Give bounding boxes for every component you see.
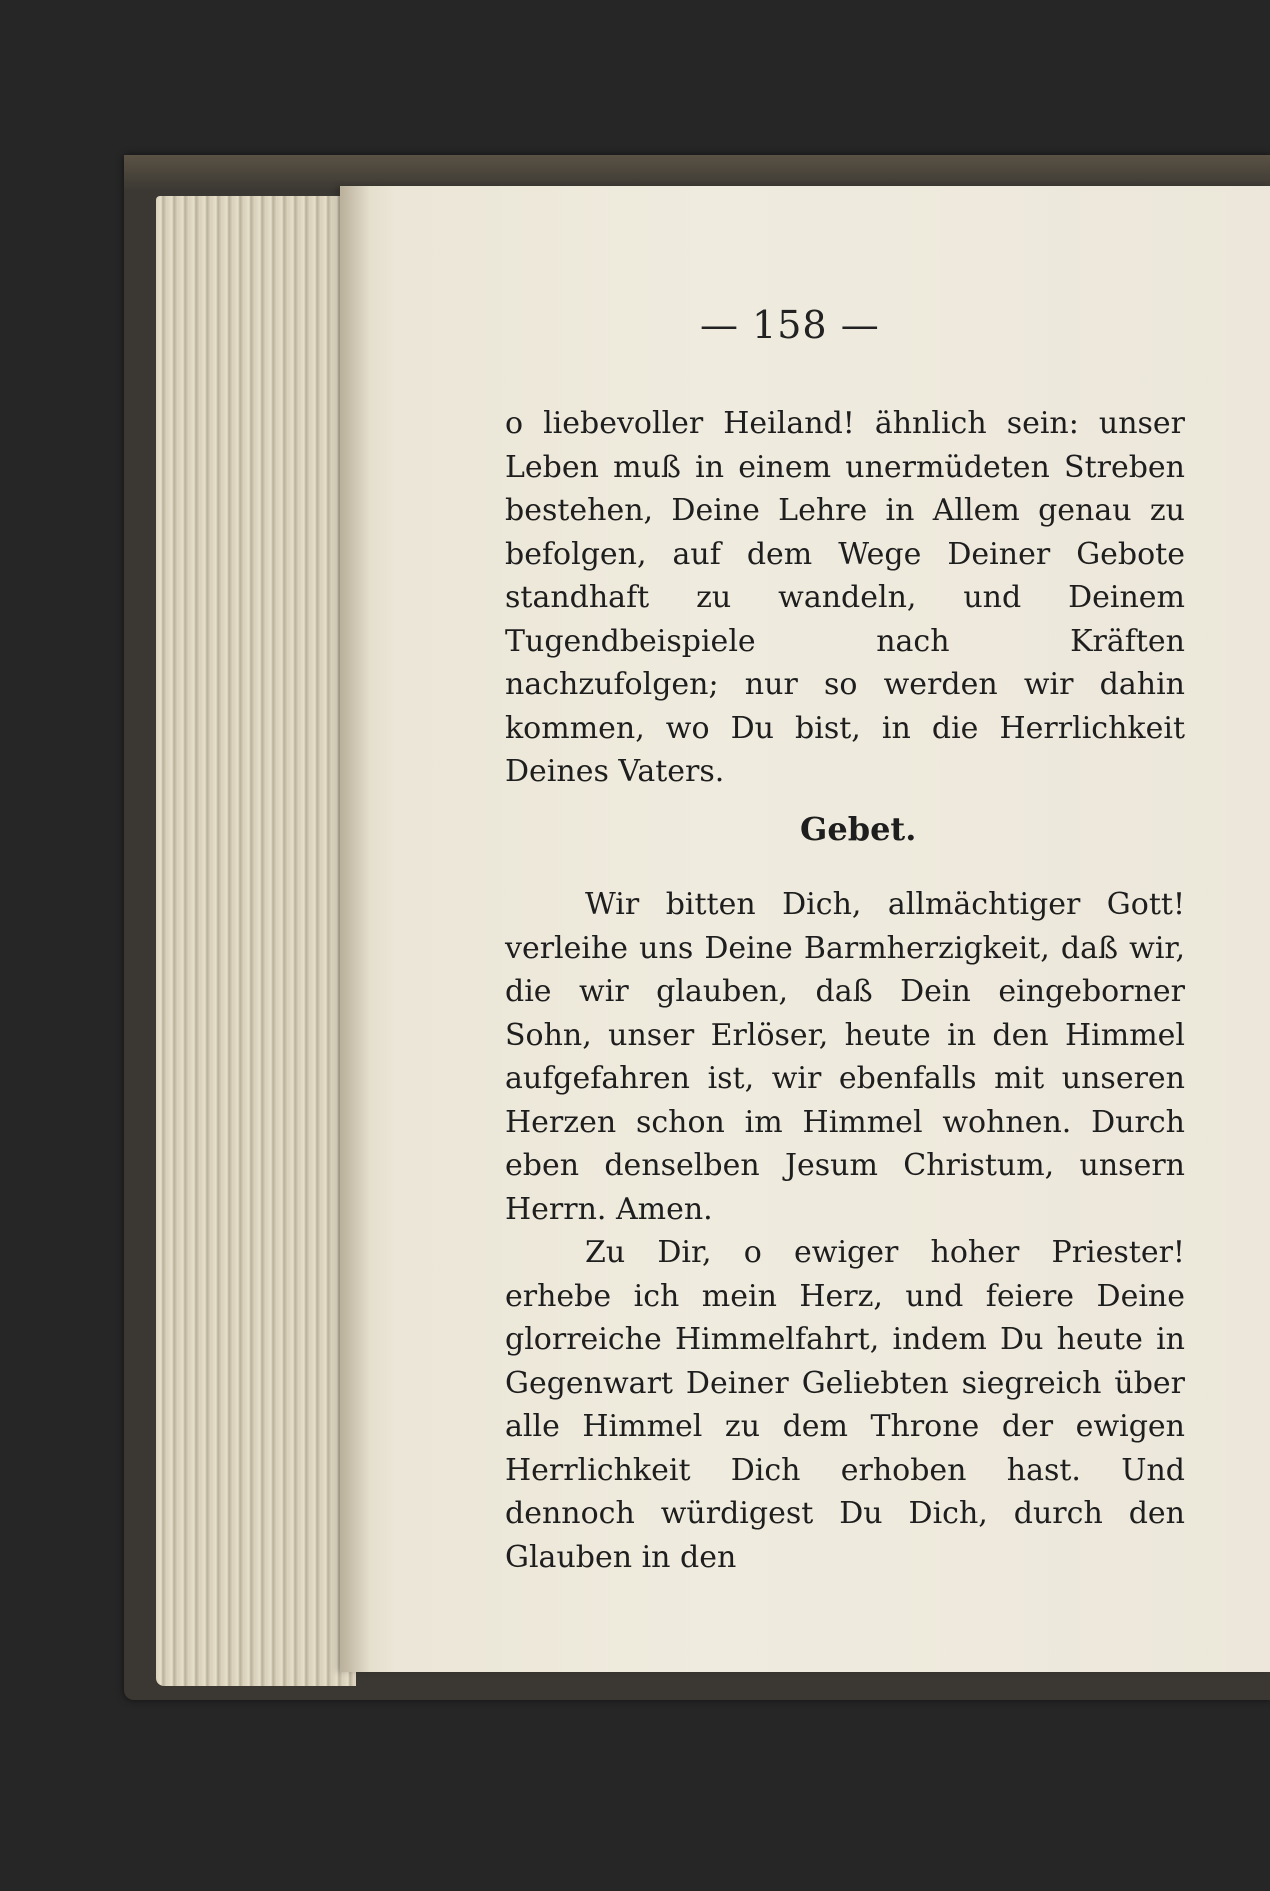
section-heading: Gebet. — [800, 810, 917, 848]
page-number: — 158 — — [700, 303, 880, 347]
prayer-paragraph: Wir bitten Dich, allmächtiger Gott! verleihe uns Deine Barmherzigkeit, daß wir, die wir glauben, daß Dein eingeborner Sohn, unser Erlöser, heute in den Himmel aufgefahren ist, wir ebenfalls mit unseren Herzen schon im Himmel wohnen. Durch eben denselben Jesum Christum, unsern Herrn. Amen. — [505, 887, 1185, 1227]
page-edges — [156, 196, 356, 1686]
paragraph-text: o liebevoller Heiland! ähnlich sein: unser Leben muß in einem unermüdeten Streben bestehen, Deine Lehre in Allem genau zu befolgen, auf dem Wege Deiner Gebote standhaft zu wandeln, und Deinem Tugendbeispiele nach Kräften nachzufolgen; nur so werden wir dahin kommen, wo Du bist, in die Herrlichkeit Deines Vaters. — [505, 406, 1185, 789]
gutter-shadow — [340, 186, 370, 1672]
prayer-text — [505, 883, 1185, 1579]
meditation-paragraph: Zu Dir, o ewiger hoher Priester! erhebe ich mein Herz, und feiere Deine glorreiche Himmelfahrt, indem Du heute in Gegenwart Deiner Geliebten siegreich über alle Himmel zu dem Throne der ewigen Herrlichkeit Dich erhoben hast. Und dennoch würdigest Du Dich, durch den Glauben in den — [505, 1235, 1185, 1575]
paragraph-continued — [505, 402, 1185, 794]
